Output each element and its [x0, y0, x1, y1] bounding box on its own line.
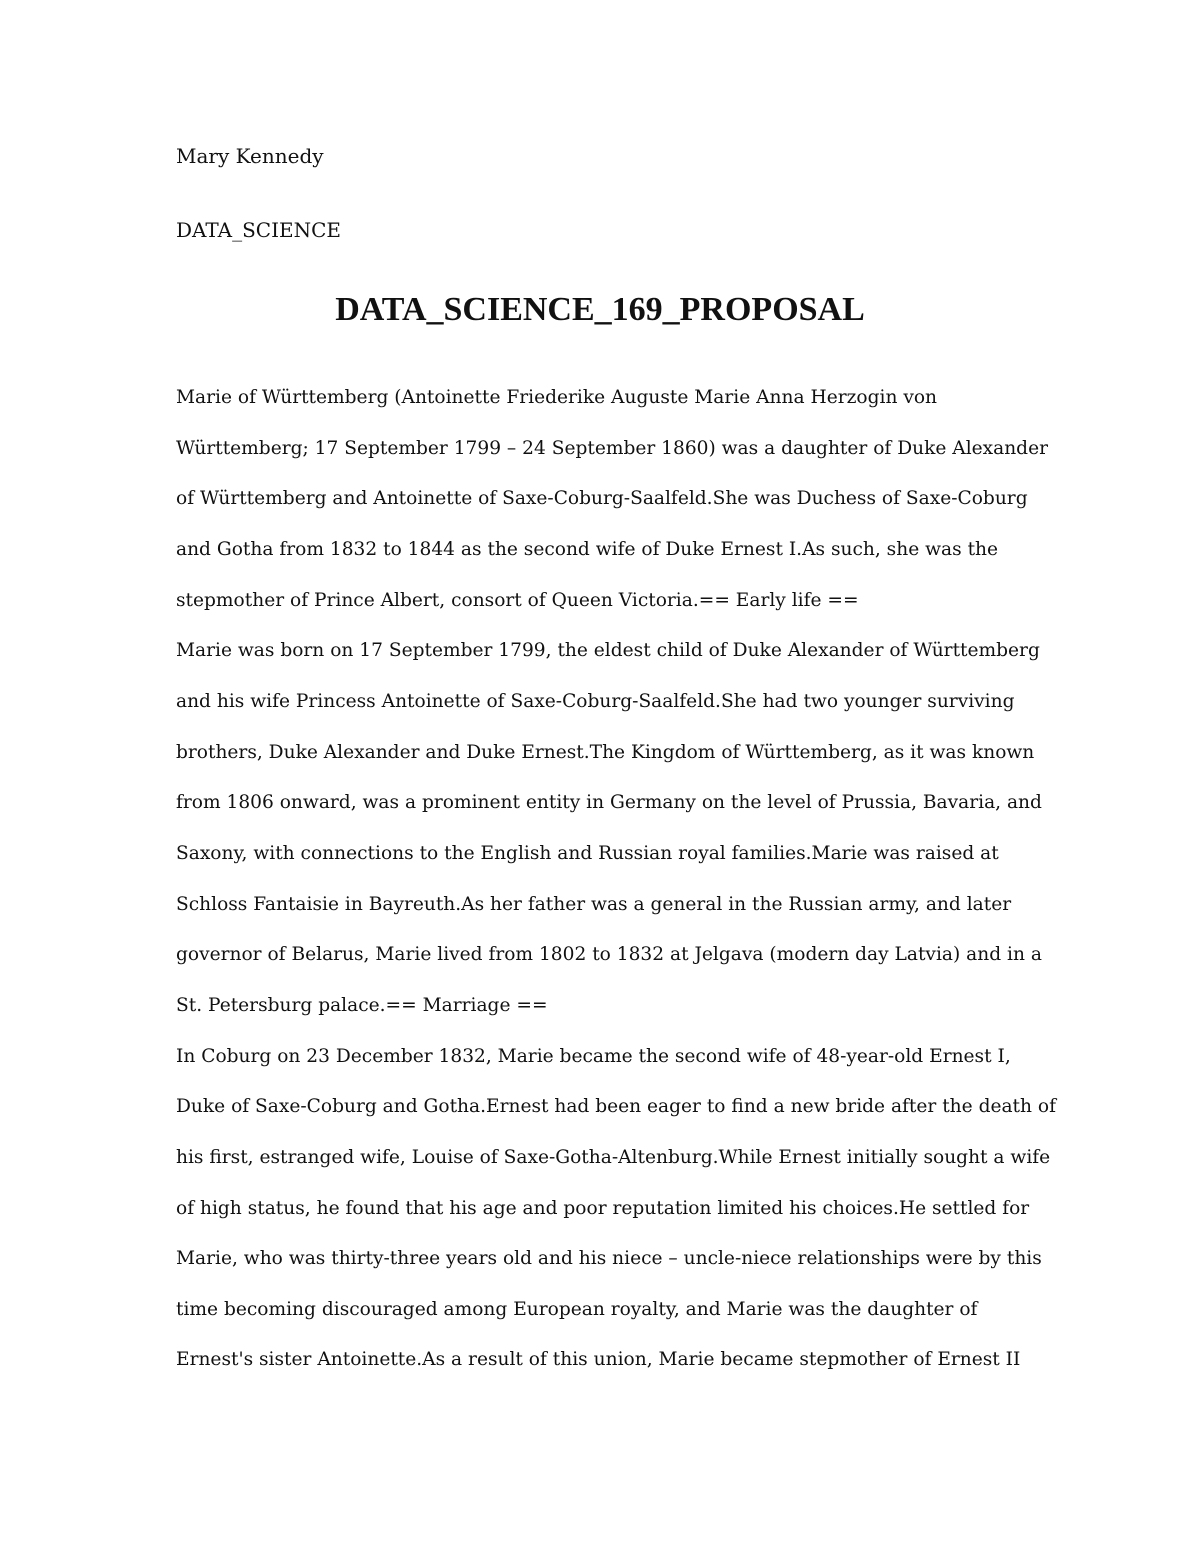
text-line: stepmother of Prince Albert, consort of Queen Victoria.== Early life ==	[176, 589, 859, 611]
author-name: Mary Kennedy	[176, 144, 324, 168]
text-line: Marie was born on 17 September 1799, the eldest child of Duke Alexander of Württemberg	[176, 640, 1040, 662]
text-line: brothers, Duke Alexander and Duke Ernest.The Kingdom of Württemberg, as it was known	[176, 741, 1035, 763]
text-line: time becoming discouraged among European royalty, and Marie was the daughter of	[176, 1298, 978, 1320]
text-line: In Coburg on 23 December 1832, Marie became the second wife of 48-year-old Ernest I,	[176, 1045, 1011, 1067]
text-line: from 1806 onward, was a prominent entity in Germany on the level of Prussia, Bavaria, and	[176, 792, 1042, 814]
text-line: Marie, who was thirty-three years old and his niece – uncle-niece relationships were by this	[176, 1248, 1042, 1270]
text-line: of Württemberg and Antoinette of Saxe-Coburg-Saalfeld.She was Duchess of Saxe-Coburg	[176, 488, 1028, 510]
body-text	[176, 386, 1056, 1399]
text-line: of high status, he found that his age and poor reputation limited his choices.He settled for	[176, 1197, 1030, 1219]
page-title: DATA_SCIENCE_169_PROPOSAL	[335, 291, 865, 328]
text-line: St. Petersburg palace.== Marriage ==	[176, 994, 548, 1016]
text-line: Ernest's sister Antoinette.As a result of this union, Marie became stepmother of Ernest II	[176, 1349, 1021, 1371]
text-line: and Gotha from 1832 to 1844 as the second wife of Duke Ernest I.As such, she was the	[176, 538, 999, 560]
course-name: DATA_SCIENCE	[176, 218, 341, 242]
text-line: and his wife Princess Antoinette of Saxe-Coburg-Saalfeld.She had two younger surviving	[176, 690, 1015, 712]
text-line: Württemberg; 17 September 1799 – 24 September 1860) was a daughter of Duke Alexander	[176, 437, 1048, 459]
text-line: governor of Belarus, Marie lived from 1802 to 1832 at Jelgava (modern day Latvia) and in a	[176, 944, 1042, 966]
text-line: Schloss Fantaisie in Bayreuth.As her father was a general in the Russian army, and later	[176, 893, 1012, 915]
text-line: Marie of Württemberg (Antoinette Friederike Auguste Marie Anna Herzogin von	[176, 387, 937, 408]
text-line: Duke of Saxe-Coburg and Gotha.Ernest had been eager to find a new bride after the death of	[176, 1096, 1056, 1118]
text-line: his first, estranged wife, Louise of Saxe-Gotha-Altenburg.While Ernest initially sought a wife	[176, 1146, 1051, 1168]
text-line: Saxony, with connections to the English and Russian royal families.Marie was raised at	[176, 842, 999, 864]
